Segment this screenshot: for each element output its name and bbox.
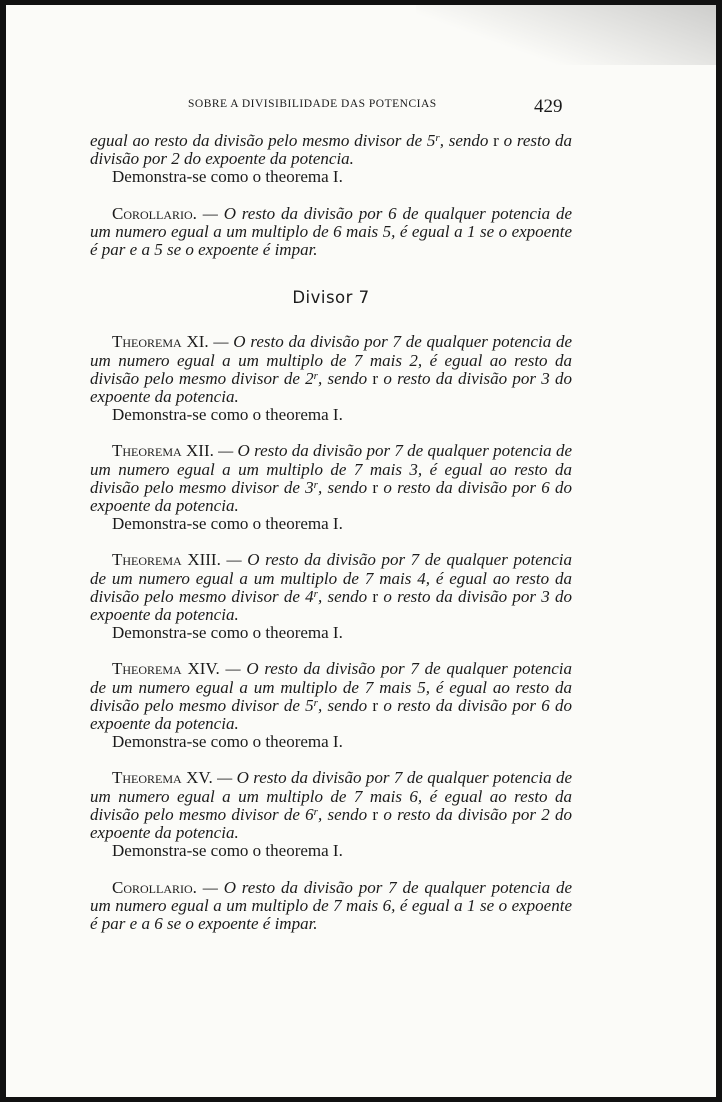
theorem-exponent: r	[313, 805, 318, 818]
theorem-number: XII.	[181, 441, 214, 461]
theorem-text-b: , sendo	[317, 477, 373, 497]
theorem-label: Theorema	[112, 550, 182, 570]
continued-text-b: , sendo	[439, 131, 494, 150]
theorem-number: XV.	[181, 768, 213, 788]
demonstration: Demonstra-se como o theorema I.	[112, 841, 343, 861]
corollary-text: — O resto da divisão por 6 de qualquer potencia de um numero egual a um multiplo de 6 mais 5, é egual a 1 se o expoente é par e a 5 se o expoente é impar.	[90, 203, 572, 260]
theorem-exponent: r	[313, 478, 318, 491]
corollary-divisor-7	[90, 879, 572, 934]
continued-paragraph	[90, 132, 572, 168]
theorem-r: r	[372, 804, 379, 824]
theorem-text-c: o resto da divisão por 3 do expoente da potencia.	[90, 586, 572, 625]
theorem-text-b: , sendo	[317, 804, 373, 824]
section-heading: Divisor 7	[292, 288, 370, 308]
theorem-12	[90, 442, 572, 533]
demonstration: Demonstra-se como o theorema I.	[112, 167, 343, 187]
continued-text-a: egual ao resto da divisão pelo mesmo divisor de 5	[90, 131, 436, 150]
corollary-label: Corollario.	[112, 877, 197, 897]
theorem-r: r	[372, 586, 379, 606]
page-number: 429	[534, 96, 563, 117]
theorem-13	[90, 551, 572, 642]
book-page	[6, 5, 716, 1097]
demonstration: Demonstra-se como o theorema I.	[112, 405, 343, 425]
theorem-label: Theorema	[112, 441, 182, 461]
theorem-text-b: , sendo	[317, 586, 373, 606]
theorem-r: r	[372, 477, 379, 497]
continued-exponent: r	[435, 132, 440, 144]
theorem-text-b: , sendo	[317, 368, 373, 388]
theorem-statement	[90, 660, 572, 733]
demonstration: Demonstra-se como o theorema I.	[112, 623, 343, 643]
corollary-label: Corollario.	[112, 203, 197, 223]
corollary-text: — O resto da divisão por 7 de qualquer potencia de um numero egual a um multiplo de 7 mais 6, é egual a 1 se o expoente é par e a 6 se o expoente é impar.	[90, 877, 572, 933]
theorem-text-a: — O resto da divisão por 7 de qualquer potencia de um numero egual a um multiplo de 7 mais 6, é egual ao resto da divisão pelo mesmo divisor de 6	[90, 768, 572, 824]
continued-r: r	[493, 131, 499, 150]
theorem-r: r	[372, 695, 379, 715]
theorem-number: XIV.	[181, 659, 220, 679]
theorem-text-a: — O resto da divisão por 7 de qualquer potencia de um numero egual a um multiplo de 7 mais 5, é egual ao resto da divisão pelo mesmo divisor de 5	[90, 659, 573, 715]
theorem-statement	[90, 442, 572, 515]
theorem-text-c: o resto da divisão por 2 do expoente da potencia.	[90, 804, 572, 843]
theorem-14	[90, 660, 572, 751]
theorem-label: Theorema	[112, 659, 182, 679]
theorem-statement	[90, 769, 572, 842]
theorem-statement	[90, 333, 572, 406]
theorem-label: Theorema	[112, 768, 182, 788]
demonstration: Demonstra-se como o theorema I.	[112, 732, 343, 752]
running-head: SOBRE A DIVISIBILIDADE DAS POTENCIAS	[188, 98, 437, 110]
theorem-exponent: r	[313, 369, 318, 382]
continued-text-c: o resto da divisão por 2 do expoente da potencia.	[90, 131, 573, 169]
corollary-divisor-6	[90, 205, 572, 260]
demonstration: Demonstra-se como o theorema I.	[112, 514, 343, 534]
theorem-r: r	[372, 368, 379, 388]
page-body	[90, 132, 572, 933]
theorem-exponent: r	[313, 696, 318, 709]
theorem-exponent: r	[313, 587, 318, 600]
theorem-11	[90, 333, 572, 424]
theorem-text-a: — O resto da divisão por 7 de qualquer potencia de um numero egual a um multiplo de 7 mais 4, é egual ao resto da divisão pelo mesmo divisor de 4	[90, 550, 573, 606]
theorem-statement	[90, 551, 572, 624]
page-header	[6, 96, 716, 118]
theorem-text-a: — O resto da divisão por 7 de qualquer potencia de um numero egual a um multiplo de 7 mais 2, é egual ao resto da divisão pelo mesmo divisor de 2	[90, 332, 572, 388]
theorem-label: Theorema	[112, 332, 182, 352]
theorem-text-a: — O resto da divisão por 7 de qualquer potencia de um numero egual a um multiplo de 7 mais 3, é egual ao resto da divisão pelo mesmo divisor de 3	[90, 441, 572, 497]
theorem-text-b: , sendo	[317, 695, 373, 715]
theorem-text-c: o resto da divisão por 6 do expoente da potencia.	[90, 477, 572, 516]
theorem-number: XIII.	[181, 550, 221, 570]
theorem-text-c: o resto da divisão por 6 do expoente da potencia.	[90, 695, 572, 734]
theorem-15	[90, 769, 572, 860]
theorem-number: XI.	[181, 332, 209, 352]
theorem-text-c: o resto da divisão por 3 do expoente da potencia.	[90, 368, 572, 407]
